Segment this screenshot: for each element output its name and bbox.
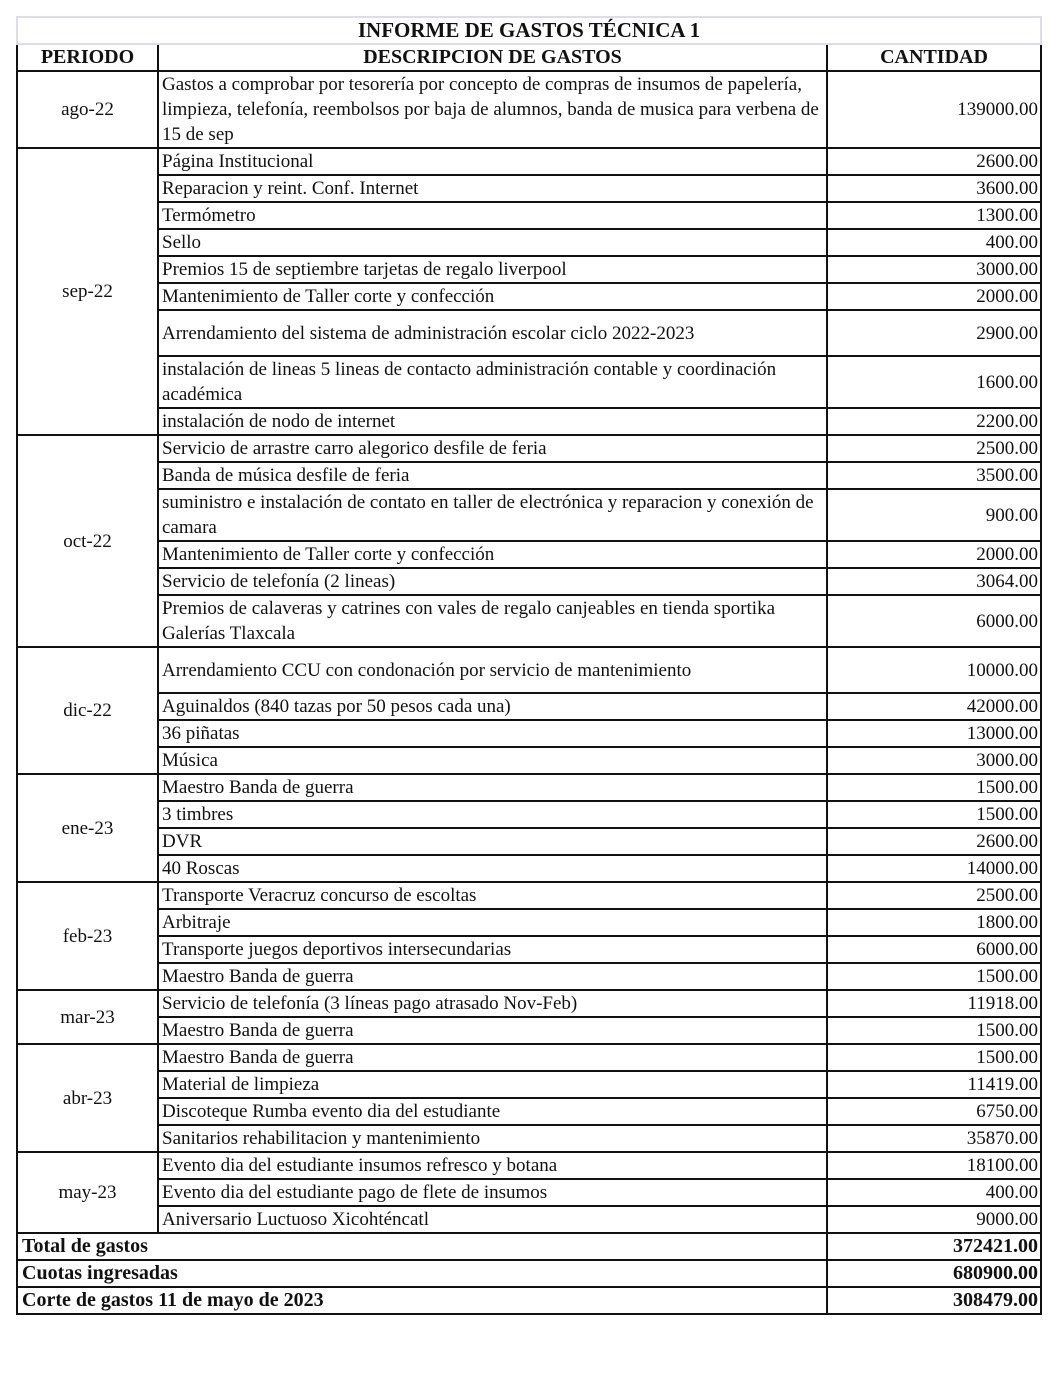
amount-cell: 2600.00 [827, 148, 1041, 175]
period-cell: feb-23 [17, 882, 158, 990]
fees-collected-row [17, 1260, 1041, 1287]
expense-row [17, 1044, 1041, 1071]
amount-cell: 10000.00 [827, 647, 1041, 693]
period-cell: ene-23 [17, 774, 158, 882]
totals-rows [17, 1233, 1041, 1314]
expense-row [17, 747, 1041, 774]
expense-row [17, 1125, 1041, 1152]
amount-cell: 14000.00 [827, 855, 1041, 882]
expense-row [17, 1071, 1041, 1098]
total-label: Corte de gastos 11 de mayo de 2023 [17, 1287, 827, 1314]
amount-cell: 6000.00 [827, 936, 1041, 963]
period-cell: dic-22 [17, 647, 158, 774]
expense-row [17, 489, 1041, 541]
total-amount: 680900.00 [827, 1260, 1041, 1287]
amount-cell: 1500.00 [827, 801, 1041, 828]
description-cell: Página Institucional [158, 148, 827, 175]
amount-cell: 2500.00 [827, 435, 1041, 462]
expense-row [17, 568, 1041, 595]
expense-row [17, 283, 1041, 310]
amount-cell: 18100.00 [827, 1152, 1041, 1179]
description-cell: Arrendamiento CCU con condonación por servicio de mantenimiento [158, 647, 827, 693]
column-header-period: PERIODO [17, 44, 158, 71]
expense-row [17, 1206, 1041, 1233]
amount-cell: 900.00 [827, 489, 1041, 541]
description-cell: Servicio de arrastre carro alegorico desfile de feria [158, 435, 827, 462]
total-label: Cuotas ingresadas [17, 1260, 827, 1287]
description-cell: Servicio de telefonía (3 líneas pago atrasado Nov-Feb) [158, 990, 827, 1017]
expense-row [17, 720, 1041, 747]
expense-row [17, 462, 1041, 489]
expense-report-table [16, 16, 1042, 1315]
total-amount: 308479.00 [827, 1287, 1041, 1314]
description-cell: 36 piñatas [158, 720, 827, 747]
expense-row [17, 148, 1041, 175]
amount-cell: 1500.00 [827, 1044, 1041, 1071]
amount-cell: 1500.00 [827, 963, 1041, 990]
amount-cell: 400.00 [827, 1179, 1041, 1206]
amount-cell: 1300.00 [827, 202, 1041, 229]
description-cell: Maestro Banda de guerra [158, 774, 827, 801]
report-title: INFORME DE GASTOS TÉCNICA 1 [17, 17, 1041, 44]
description-cell: instalación de lineas 5 lineas de contacto administración contable y coordinación académica [158, 356, 827, 408]
total-label: Total de gastos [17, 1233, 827, 1260]
expense-row [17, 774, 1041, 801]
amount-cell: 1500.00 [827, 1017, 1041, 1044]
description-cell: Evento dia del estudiante insumos refresco y botana [158, 1152, 827, 1179]
period-cell: sep-22 [17, 148, 158, 435]
description-cell: Sanitarios rehabilitacion y mantenimiento [158, 1125, 827, 1152]
amount-cell: 2500.00 [827, 882, 1041, 909]
amount-cell: 3500.00 [827, 462, 1041, 489]
description-cell: Aguinaldos (840 tazas por 50 pesos cada una) [158, 693, 827, 720]
period-cell: oct-22 [17, 435, 158, 647]
expense-row [17, 310, 1041, 356]
column-header-description: DESCRIPCION DE GASTOS [158, 44, 827, 71]
amount-cell: 6000.00 [827, 595, 1041, 647]
expense-row [17, 990, 1041, 1017]
expense-rows [17, 71, 1041, 1233]
period-cell: mar-23 [17, 990, 158, 1044]
expense-row [17, 71, 1041, 148]
amount-cell: 13000.00 [827, 720, 1041, 747]
amount-cell: 6750.00 [827, 1098, 1041, 1125]
expense-row [17, 202, 1041, 229]
amount-cell: 9000.00 [827, 1206, 1041, 1233]
description-cell: instalación de nodo de internet [158, 408, 827, 435]
description-cell: Termómetro [158, 202, 827, 229]
description-cell: Maestro Banda de guerra [158, 1017, 827, 1044]
description-cell: Transporte Veracruz concurso de escoltas [158, 882, 827, 909]
total-amount: 372421.00 [827, 1233, 1041, 1260]
expense-report-sheet [16, 16, 1040, 1315]
description-cell: 40 Roscas [158, 855, 827, 882]
column-header-row [17, 44, 1041, 71]
expense-row [17, 963, 1041, 990]
column-header-amount: CANTIDAD [827, 44, 1041, 71]
amount-cell: 35870.00 [827, 1125, 1041, 1152]
description-cell: Premios 15 de septiembre tarjetas de regalo liverpool [158, 256, 827, 283]
amount-cell: 139000.00 [827, 71, 1041, 148]
expense-row [17, 229, 1041, 256]
amount-cell: 3600.00 [827, 175, 1041, 202]
amount-cell: 2900.00 [827, 310, 1041, 356]
expense-row [17, 936, 1041, 963]
period-cell: ago-22 [17, 71, 158, 148]
expense-row [17, 1098, 1041, 1125]
description-cell: 3 timbres [158, 801, 827, 828]
description-cell: Servicio de telefonía (2 lineas) [158, 568, 827, 595]
description-cell: Sello [158, 229, 827, 256]
amount-cell: 2200.00 [827, 408, 1041, 435]
amount-cell: 1500.00 [827, 774, 1041, 801]
expense-row [17, 1152, 1041, 1179]
amount-cell: 1800.00 [827, 909, 1041, 936]
expense-row [17, 855, 1041, 882]
amount-cell: 2600.00 [827, 828, 1041, 855]
expense-row [17, 541, 1041, 568]
period-cell: abr-23 [17, 1044, 158, 1152]
description-cell: Música [158, 747, 827, 774]
report-title-row [17, 17, 1041, 44]
description-cell: Reparacion y reint. Conf. Internet [158, 175, 827, 202]
description-cell: Mantenimiento de Taller corte y confección [158, 283, 827, 310]
amount-cell: 11419.00 [827, 1071, 1041, 1098]
balance-cutoff-row [17, 1287, 1041, 1314]
expense-row [17, 175, 1041, 202]
description-cell: Premios de calaveras y catrines con vales de regalo canjeables en tienda sportika Galerías Tlaxcala [158, 595, 827, 647]
description-cell: Material de limpieza [158, 1071, 827, 1098]
amount-cell: 2000.00 [827, 541, 1041, 568]
description-cell: Gastos a comprobar por tesorería por concepto de compras de insumos de papelería, limpieza, telefonía, reembolsos por baja de alumnos, banda de musica para verbena de 15 de sep [158, 71, 827, 148]
expense-row [17, 801, 1041, 828]
description-cell: Arrendamiento del sistema de administración escolar ciclo 2022-2023 [158, 310, 827, 356]
description-cell: Banda de música desfile de feria [158, 462, 827, 489]
description-cell: Maestro Banda de guerra [158, 1044, 827, 1071]
amount-cell: 400.00 [827, 229, 1041, 256]
expense-row [17, 256, 1041, 283]
expense-row [17, 882, 1041, 909]
description-cell: Maestro Banda de guerra [158, 963, 827, 990]
expense-row [17, 1017, 1041, 1044]
period-cell: may-23 [17, 1152, 158, 1233]
expense-row [17, 408, 1041, 435]
expense-row [17, 595, 1041, 647]
amount-cell: 42000.00 [827, 693, 1041, 720]
description-cell: suministro e instalación de contato en taller de electrónica y reparacion y conexión de camara [158, 489, 827, 541]
expense-row [17, 828, 1041, 855]
expense-row [17, 1179, 1041, 1206]
description-cell: Arbitraje [158, 909, 827, 936]
description-cell: Evento dia del estudiante pago de flete de insumos [158, 1179, 827, 1206]
description-cell: Aniversario Luctuoso Xicohténcatl [158, 1206, 827, 1233]
total-expenses-row [17, 1233, 1041, 1260]
expense-row [17, 909, 1041, 936]
amount-cell: 2000.00 [827, 283, 1041, 310]
amount-cell: 3000.00 [827, 747, 1041, 774]
expense-row [17, 647, 1041, 693]
amount-cell: 3064.00 [827, 568, 1041, 595]
amount-cell: 11918.00 [827, 990, 1041, 1017]
expense-row [17, 356, 1041, 408]
description-cell: DVR [158, 828, 827, 855]
description-cell: Transporte juegos deportivos intersecundarias [158, 936, 827, 963]
description-cell: Mantenimiento de Taller corte y confección [158, 541, 827, 568]
expense-row [17, 693, 1041, 720]
amount-cell: 1600.00 [827, 356, 1041, 408]
expense-row [17, 435, 1041, 462]
amount-cell: 3000.00 [827, 256, 1041, 283]
description-cell: Discoteque Rumba evento dia del estudiante [158, 1098, 827, 1125]
